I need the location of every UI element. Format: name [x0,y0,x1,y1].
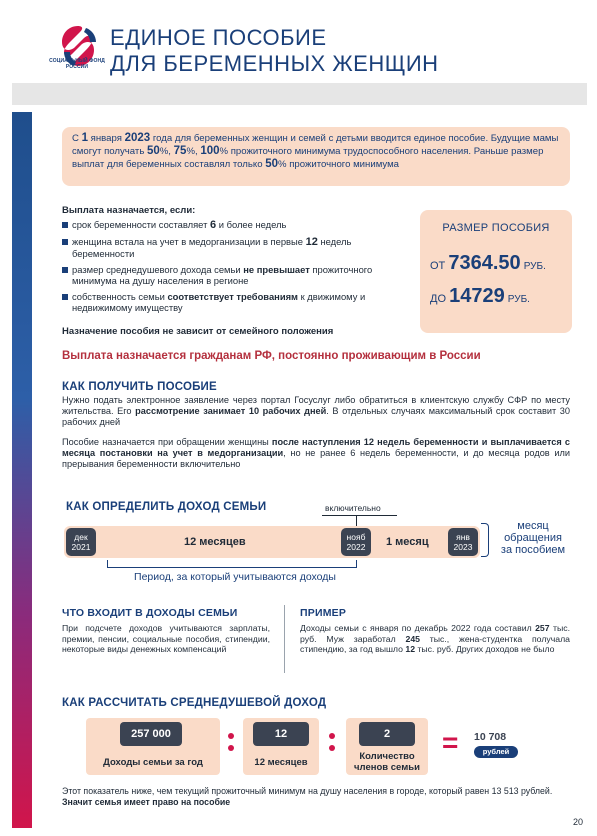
how-to-paragraph-1: Нужно подать электронное заявление через портал Госуслуг либо обратиться в клиентскую службу СФР по месту жительства. Его рассмотрение занимает 10 рабочих дней. В отдельных случаях максимальный срок составит 30 рабочих дней [62,395,570,427]
page-number: 20 [573,817,584,827]
conditions-list [62,219,407,318]
inclusive-line [322,515,397,516]
calc-result-value: 10 708 [474,731,507,743]
conclusion-text: Этот показатель ниже, чем текущий прожиточный минимум на душу населения в городе, который равен 13 513 рублей. Значит семья имеет право на пособие [62,786,553,807]
timeline-date-apply: янв 2023 [448,528,478,556]
timeline-side-note: месяц обращения за пособием [500,520,566,556]
column-divider [284,605,285,673]
benefit-min: ОТ 7364.50 РУБ. [430,252,546,274]
period-bracket [107,560,357,568]
conditions-note: Назначение пособия не зависит от семейного положения [62,326,334,337]
list-item: женщина встала на учет в медорганизации в первые 12 недель беременности [62,236,407,260]
calc-members-label: Количество членов семьи [354,751,420,773]
calc-months-value: 12 [253,722,309,746]
calc-income-value: 257 000 [120,722,182,746]
calc-title: КАК РАССЧИТАТЬ СРЕДНЕДУШЕВОЙ ДОХОД [62,697,327,709]
income-title: КАК ОПРЕДЕЛИТЬ ДОХОД СЕМЬИ [66,501,267,513]
calc-result-unit: рублей [474,746,518,758]
timeline-month-label: 1 месяц [386,536,429,548]
includes-text: При подсчете доходов учитываются зарплаты, премии, пенсии, социальные пособия, стипендии, некоторые виды денежных компенсаций [62,623,270,654]
list-item: собственность семьи соответствует требованиям к движимому и недвижимому имуществу [62,291,407,314]
how-to-paragraph-2: Пособие назначается при обращении женщины после наступления 12 недель беременности и выплачивается с месяца постановки на учет в медорганизации, но не ранее 6 недель беременности, и до месяца родов или прерывания беременности включительно [62,437,571,469]
citizens-note: Выплата назначается гражданам РФ, постоянно проживающим в России [62,350,481,362]
conditions-title: Выплата назначается, если: [62,205,196,216]
intro-box: С 1 января 2023 года для беременных женщин и семей с детьми вводится единое пособие. Будущие мамы смогут получать 50%, 75%, 100% прожиточного минимума трудоспособного населения. Раньше размер выплат для беременных составлял только 50% прожиточного минимума [62,127,570,186]
header-bar [12,83,587,105]
period-caption: Период, за который учитываются доходы [134,571,336,583]
includes-title: ЧТО ВХОДИТ В ДОХОДЫ СЕМЬИ [62,607,238,619]
side-stripe [12,112,32,828]
benefit-size-title: РАЗМЕР ПОСОБИЯ [442,222,550,234]
calc-members-value: 2 [359,722,415,746]
how-to-title: КАК ПОЛУЧИТЬ ПОСОБИЕ [62,381,217,393]
benefit-max: ДО 14729 РУБ. [430,285,530,307]
list-item: размер среднедушевого дохода семьи не превышает прожиточного минимума на душу населения в регионе [62,264,407,287]
timeline-brace [481,523,489,557]
calc-income-label: Доходы семьи за год [103,757,203,768]
timeline-period-label: 12 месяцев [184,536,246,548]
example-title: ПРИМЕР [300,607,347,619]
benefit-size-box [420,210,572,333]
equals-sign: = [442,727,459,758]
inclusive-label: включительно [325,503,381,513]
example-text: Доходы семьи с января по декабрь 2022 года составил 257 тыс. руб. Муж заработал 245 тыс., жена-студентка получала стипендию, за год вышло 12 тыс. руб. Других доходов не было [300,623,570,654]
inclusive-tick [356,515,357,526]
list-item: срок беременности составляет 6 и более недель [62,219,407,232]
page-title: ЕДИНОЕ ПОСОБИЕ ДЛЯ БЕРЕМЕННЫХ ЖЕНЩИН [110,25,439,76]
timeline-date-end: нояб 2022 [341,528,371,556]
timeline-date-start: дек 2021 [66,528,96,556]
calc-months-label: 12 месяцев [254,757,308,768]
logo-text: СОЦИАЛЬНЫЙ ФОНД РОССИИ [49,58,105,70]
